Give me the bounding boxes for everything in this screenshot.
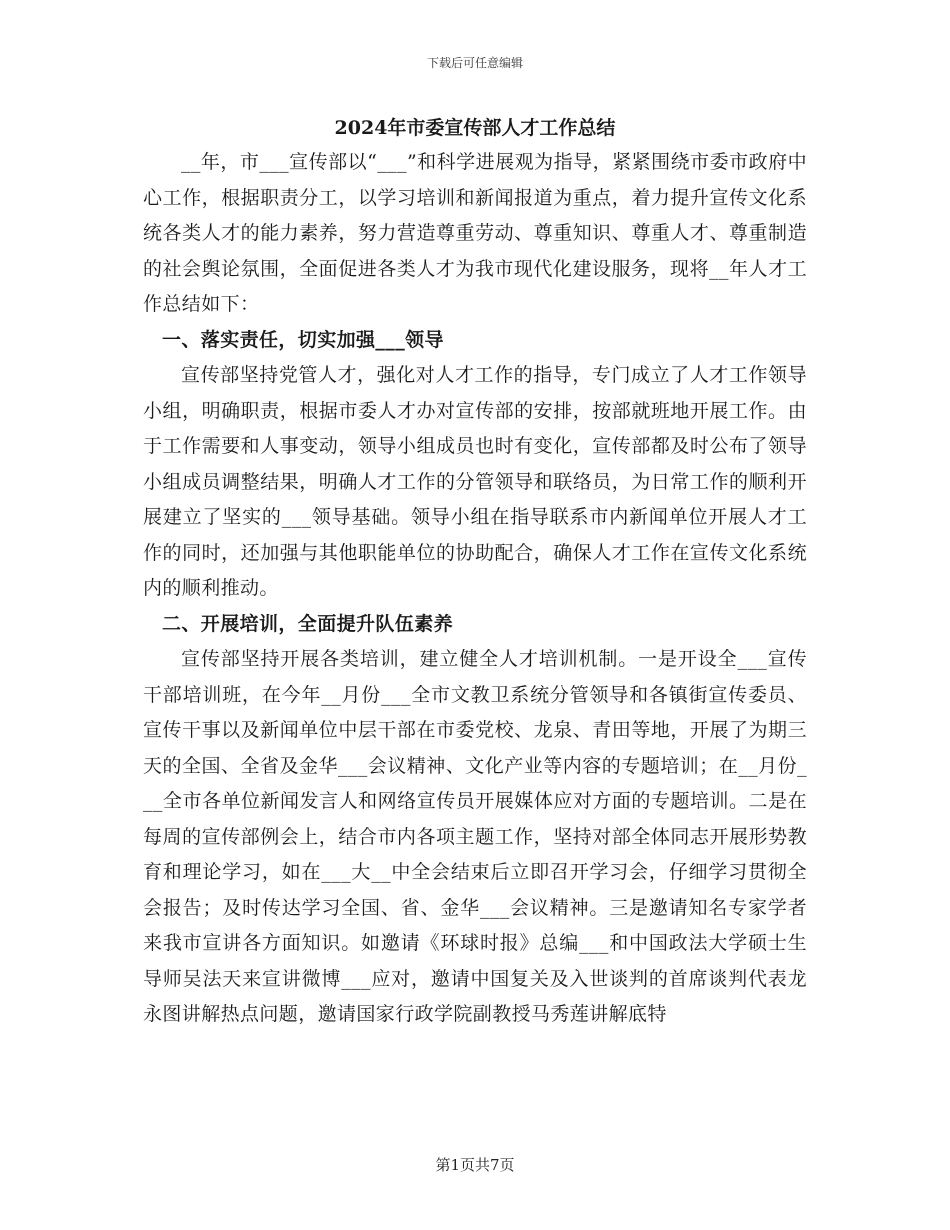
- section-heading-2: 二、开展培训，全面提升队伍素养: [162, 612, 454, 635]
- page-number: 第1页共7页: [435, 1156, 515, 1174]
- section-paragraph-2: 宣传部坚持开展各类培训，建立健全人才培训机制。一是开设全___宣传干部培训班，在今年__月份___全市文教卫系统分管领导和各镇街宣传委员、宣传干事以及新闻单位中层干部在市委党校、龙泉、青田等地，开展了为期三天的全国、全省及金华___会议精神、文化产业等内容的专题培训；在__月份___全市各单位新闻发言人和网络宣传员开展媒体应对方面的专题培训。二是在每周的宣传部例会上，结合市内各项主题工作，坚持对部全体同志开展形势教育和理论学习，如在___大__中全会结束后立即召开学习会，仔细学习贯彻全会报告；及时传达学习全国、省、金华___会议精神。三是邀请知名专家学者来我市宣讲各方面知识。如邀请《环球时报》总编___和中国政法大学硕士生导师吴法天来宣讲微博___应对，邀请中国复关及入世谈判的首席谈判代表龙永图讲解热点问题，邀请国家行政学院副教授马秀莲讲解底特: [143, 648, 807, 1025]
- section-heading-1: 一、落实责任，切实加强___领导: [162, 328, 444, 351]
- document-title: 2024年市委宣传部人才工作总结: [334, 117, 616, 139]
- document-body: [143, 145, 807, 1033]
- page-header-note: 下载后可任意编辑: [426, 56, 523, 70]
- intro-paragraph: __年，市___宣传部以“___”和科学进展观为指导，紧紧围绕市委市政府中心工作，根据职责分工，以学习培训和新闻报道为重点，着力提升宣传文化系统各类人才的能力素养，努力营造尊重劳动、尊重知识、尊重人才、尊重制造的社会舆论氛围，全面促进各类人才为我市现代化建设服务，现将__年人才工作总结如下：: [143, 151, 807, 315]
- section-paragraph-1: 宣传部坚持党管人才，强化对人才工作的指导，专门成立了人才工作领导小组，明确职责，根据市委人才办对宣传部的安排，按部就班地开展工作。由于工作需要和人事变动，领导小组成员也时有变化，宣传部都及时公布了领导小组成员调整结果，明确人才工作的分管领导和联络员，为日常工作的顺利开展建立了坚实的___领导基础。领导小组在指导联系市内新闻单位开展人才工作的同时，还加强与其他职能单位的协助配合，确保人才工作在宣传文化系统内的顺利推动。: [143, 364, 807, 599]
